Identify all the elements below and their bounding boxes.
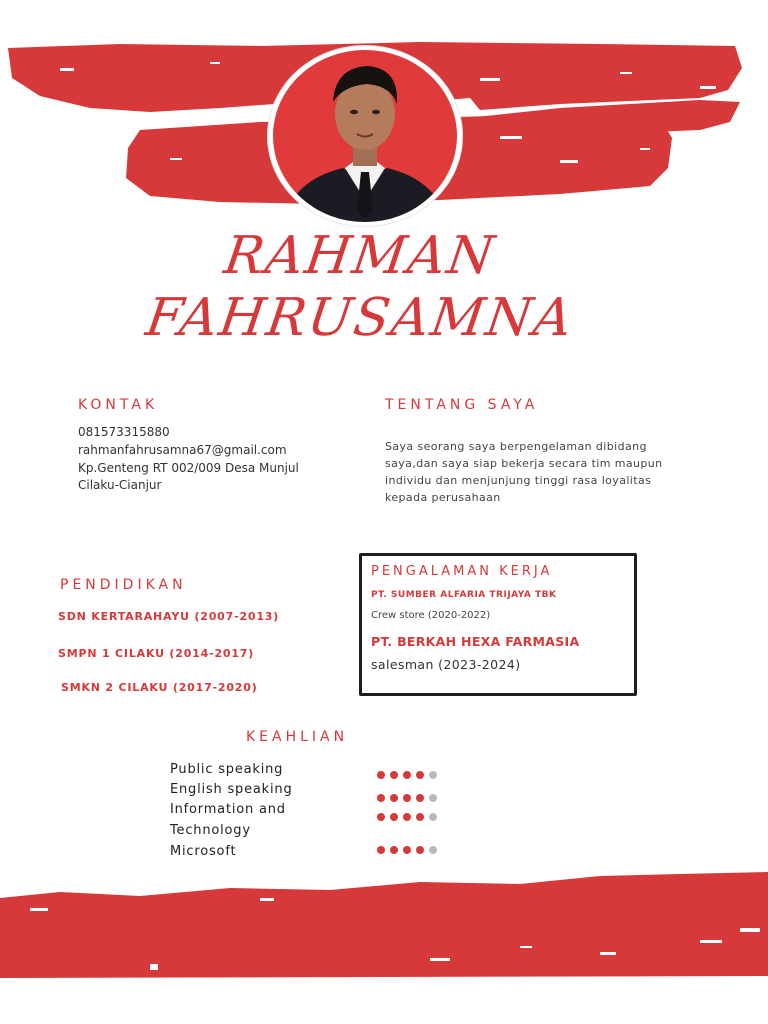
experience-company: PT. SUMBER ALFARIA TRIJAYA TBK: [371, 590, 557, 600]
education-item: SMPN 1 CILAKU (2014-2017): [58, 647, 255, 660]
rating-dot-filled: [377, 846, 385, 854]
tentang-heading: TENTANG SAYA: [385, 397, 539, 413]
rating-dot-filled: [403, 771, 411, 779]
experience-company: PT. BERKAH HEXA FARMASIA: [371, 634, 580, 649]
rating-dot-filled: [377, 813, 385, 821]
about-line: saya,dan saya siap bekerja secara tim maupun: [385, 457, 663, 470]
education-item: SDN KERTARAHAYU (2007-2013): [58, 610, 280, 623]
rating-dot-filled: [403, 794, 411, 802]
keahlian-heading: KEAHLIAN: [246, 729, 349, 745]
about-text: [385, 438, 685, 506]
name-first: RAHMAN: [220, 226, 500, 286]
name-last: FAHRUSAMNA: [142, 288, 578, 348]
rating-dot-empty: [429, 846, 437, 854]
skill-rating: [377, 846, 437, 854]
rating-dot-empty: [429, 813, 437, 821]
skill-rating: [377, 771, 437, 779]
pengalaman-heading: PENGALAMAN KERJA: [371, 564, 553, 579]
experience-box: [359, 553, 637, 696]
rating-dot-filled: [416, 846, 424, 854]
rating-dot-filled: [390, 813, 398, 821]
skill-rating: [377, 794, 437, 802]
rating-dot-filled: [390, 846, 398, 854]
skill-label: Information and: [170, 802, 286, 817]
about-line: Saya seorang saya berpengelaman dibidang: [385, 440, 647, 453]
rating-dot-filled: [416, 794, 424, 802]
rating-dot-filled: [416, 813, 424, 821]
rating-dot-filled: [377, 771, 385, 779]
rating-dot-empty: [429, 794, 437, 802]
rating-dot-filled: [403, 813, 411, 821]
bottom-brush-stroke: [0, 868, 768, 984]
skill-label: Microsoft: [170, 844, 237, 859]
about-line: individu dan menjunjung tinggi rasa loyalitas: [385, 474, 652, 487]
rating-dot-filled: [377, 794, 385, 802]
rating-dot-filled: [390, 771, 398, 779]
kontak-heading: KONTAK: [78, 397, 159, 413]
rating-dot-filled: [390, 794, 398, 802]
skill-label: Public speaking: [170, 762, 284, 777]
skill-label: English speaking: [170, 782, 293, 797]
about-line: kepada perusahaan: [385, 491, 501, 504]
contact-address-line2: Cilaku-Cianjur: [78, 478, 162, 492]
rating-dot-empty: [429, 771, 437, 779]
skill-rating: [377, 813, 437, 821]
pendidikan-heading: PENDIDIKAN: [60, 577, 187, 593]
contact-address-line1: Kp.Genteng RT 002/009 Desa Munjul: [78, 461, 299, 475]
skill-label: Technology: [170, 823, 251, 838]
rating-dot-filled: [403, 846, 411, 854]
profile-photo: [273, 50, 457, 222]
experience-role: salesman (2023-2024): [371, 657, 521, 672]
education-item: SMKN 2 CILAKU (2017-2020): [61, 681, 258, 694]
contact-phone: 081573315880: [78, 425, 170, 439]
experience-role: Crew store (2020-2022): [371, 610, 491, 621]
contact-email: rahmanfahrusamna67@gmail.com: [78, 443, 287, 457]
rating-dot-filled: [416, 771, 424, 779]
